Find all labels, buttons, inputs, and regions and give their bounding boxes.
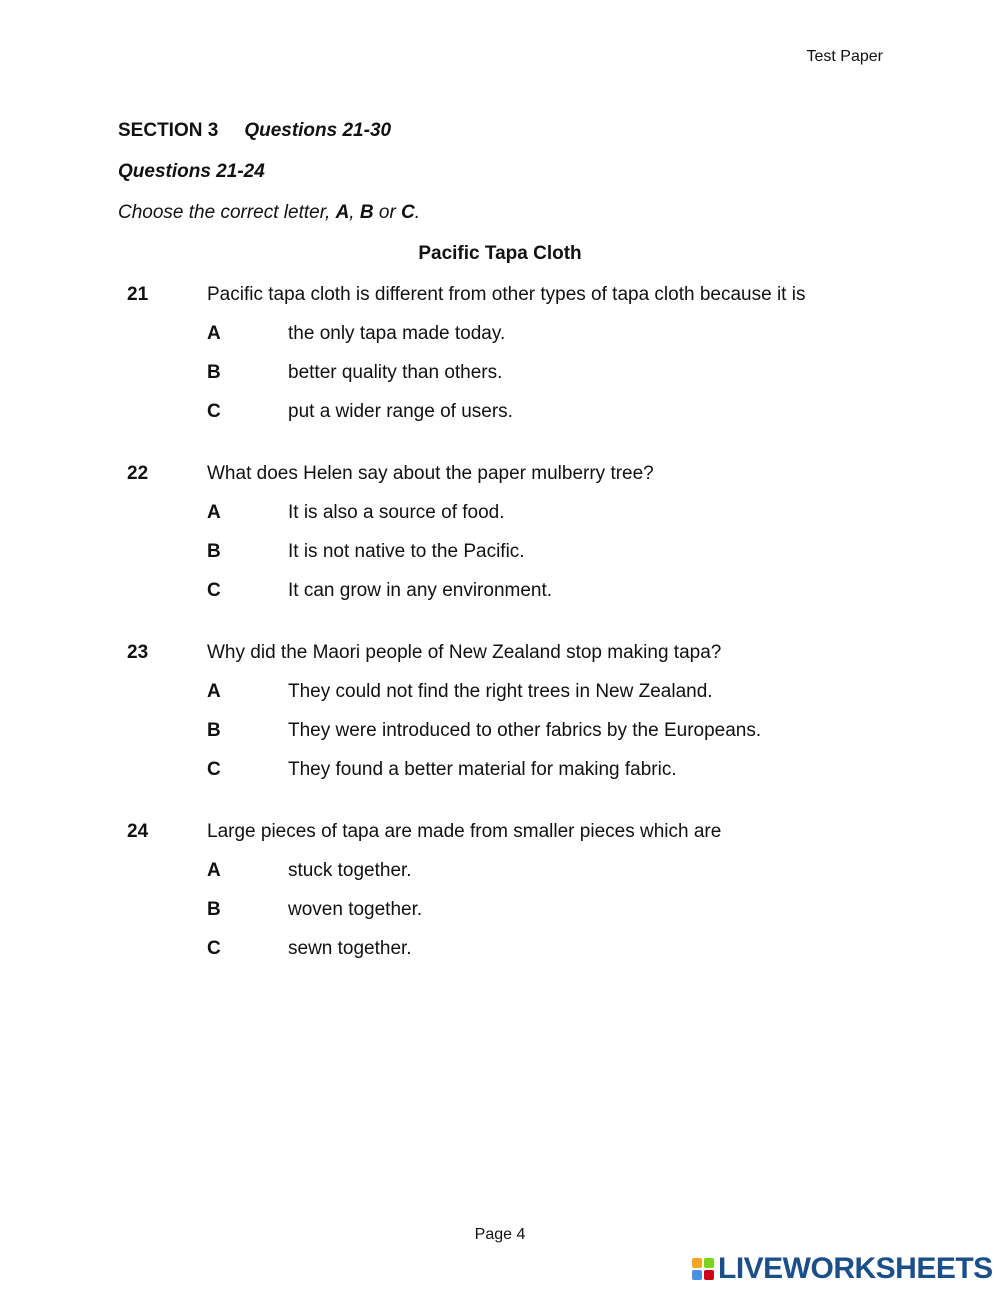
- instruction-end: .: [414, 202, 421, 223]
- instruction-prefix: Choose the correct letter,: [118, 202, 336, 223]
- page-number: Page 4: [474, 1226, 526, 1243]
- question-text: Pacific tapa cloth is different from other types of tapa cloth because it is: [207, 284, 806, 305]
- option-letter[interactable]: A: [207, 502, 221, 523]
- question-number: 21: [127, 284, 149, 305]
- question-number: 23: [127, 642, 149, 663]
- option-text[interactable]: put a wider range of users.: [288, 401, 513, 422]
- instruction-letter-c: C: [401, 202, 415, 223]
- liveworksheets-logo[interactable]: [692, 1252, 993, 1286]
- option-text[interactable]: sewn together.: [288, 938, 412, 959]
- instruction: [118, 202, 420, 224]
- option-text[interactable]: They found a better material for making fabric.: [288, 759, 677, 780]
- question-number: 24: [127, 821, 149, 842]
- option-text[interactable]: They could not find the right trees in New Zealand.: [288, 681, 713, 702]
- option-letter[interactable]: B: [207, 362, 221, 383]
- question-number: 22: [127, 463, 149, 484]
- logo-tile: [704, 1270, 714, 1280]
- logo-tile: [692, 1270, 702, 1280]
- passage-title: Pacific Tapa Cloth: [418, 243, 582, 264]
- section-range: Questions 21-30: [244, 120, 392, 141]
- option-text[interactable]: woven together.: [288, 899, 423, 920]
- instruction-letter-b: B: [359, 202, 374, 223]
- section-heading: [118, 120, 391, 142]
- logo-tile: [704, 1258, 714, 1268]
- option-letter[interactable]: B: [207, 899, 221, 920]
- logo-tile: [692, 1258, 702, 1268]
- option-text[interactable]: the only tapa made today.: [288, 323, 506, 344]
- option-text[interactable]: It can grow in any environment.: [288, 580, 553, 601]
- option-letter[interactable]: A: [207, 860, 221, 881]
- logo-grid-icon: [692, 1258, 714, 1280]
- question-text: Large pieces of tapa are made from smaller pieces which are: [207, 821, 722, 842]
- questions-subheading: Questions 21-24: [118, 161, 265, 182]
- section-label: SECTION 3: [118, 120, 219, 141]
- option-text[interactable]: It is also a source of food.: [288, 502, 505, 523]
- option-text[interactable]: better quality than others.: [288, 362, 503, 383]
- header-label: Test Paper: [806, 48, 883, 65]
- option-letter[interactable]: A: [207, 323, 221, 344]
- option-letter[interactable]: C: [207, 938, 221, 959]
- brand-name: LIVEWORKSHEETS: [718, 1252, 993, 1285]
- option-text[interactable]: They were introduced to other fabrics by the Europeans.: [288, 720, 762, 741]
- option-letter[interactable]: A: [207, 681, 221, 702]
- option-text[interactable]: stuck together.: [288, 860, 412, 881]
- option-text[interactable]: It is not native to the Pacific.: [288, 541, 525, 562]
- option-letter[interactable]: B: [207, 541, 221, 562]
- instruction-sep2: or: [373, 202, 402, 223]
- option-letter[interactable]: C: [207, 401, 221, 422]
- option-letter[interactable]: B: [207, 720, 221, 741]
- option-letter[interactable]: C: [207, 580, 221, 601]
- instruction-sep1: ,: [349, 202, 360, 223]
- question-text: What does Helen say about the paper mulberry tree?: [207, 463, 654, 484]
- instruction-letter-a: A: [335, 202, 350, 223]
- question-text: Why did the Maori people of New Zealand stop making tapa?: [207, 642, 722, 663]
- option-letter[interactable]: C: [207, 759, 221, 780]
